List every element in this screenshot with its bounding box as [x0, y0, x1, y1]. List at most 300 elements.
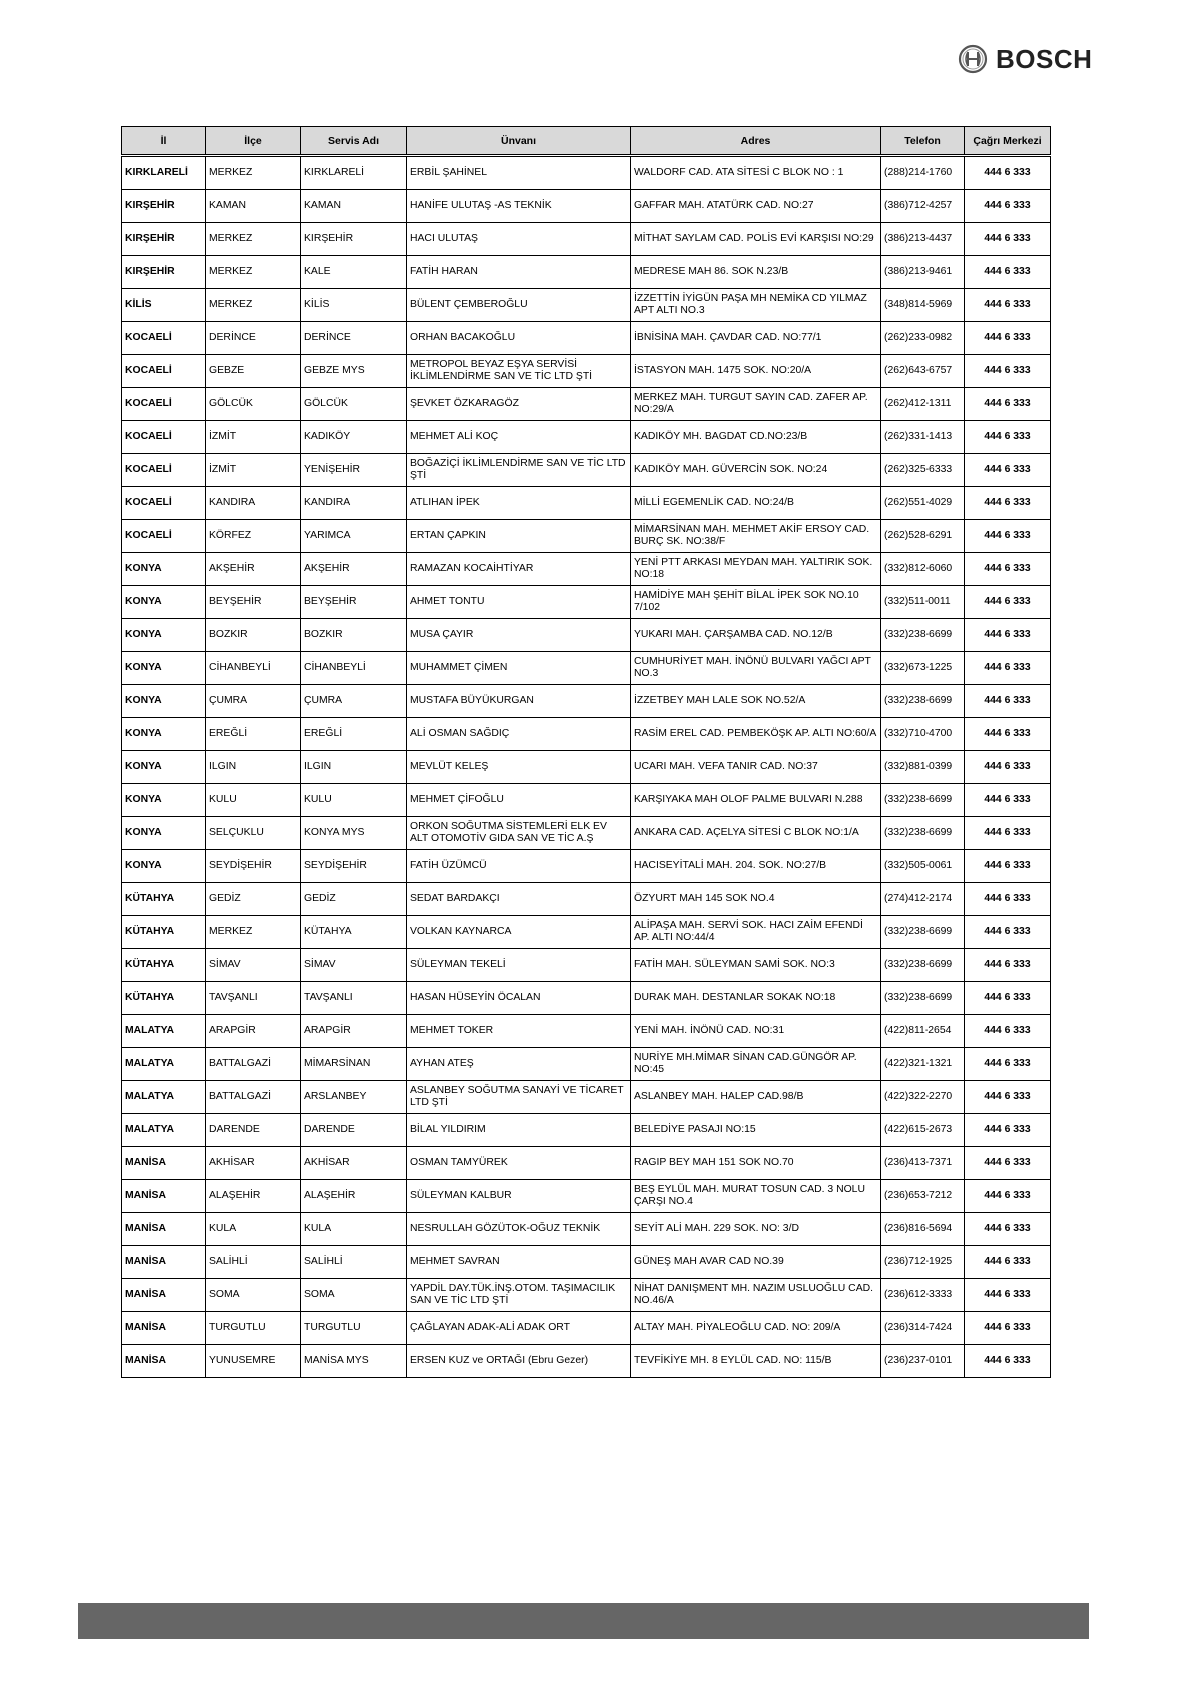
cell-telefon: (332)238-6699: [881, 784, 965, 817]
cell-telefon: (422)615-2673: [881, 1114, 965, 1147]
cell-cagri-merkezi: 444 6 333: [965, 1147, 1051, 1180]
cell-adres: KARŞIYAKA MAH OLOF PALME BULVARI N.288: [631, 784, 881, 817]
cell-unvan: ASLANBEY SOĞUTMA SANAYİ VE TİCARET LTD ŞTİ: [407, 1081, 631, 1114]
cell-unvan: ATLIHAN İPEK: [407, 487, 631, 520]
cell-unvan: SÜLEYMAN KALBUR: [407, 1180, 631, 1213]
table-row: [122, 421, 1051, 454]
cell-adres: ANKARA CAD. AÇELYA SİTESİ C BLOK NO:1/A: [631, 817, 881, 850]
cell-cagri-merkezi: 444 6 333: [965, 1213, 1051, 1246]
cell-unvan: HANİFE ULUTAŞ -AS TEKNİK: [407, 190, 631, 223]
cell-ilce: BATTALGAZİ: [206, 1048, 301, 1081]
cell-telefon: (386)213-9461: [881, 256, 965, 289]
table-row: [122, 1345, 1051, 1378]
cell-cagri-merkezi: 444 6 333: [965, 1015, 1051, 1048]
cell-unvan: BOĞAZİÇİ İKLİMLENDİRME SAN VE TİC LTD ŞTİ: [407, 454, 631, 487]
cell-cagri-merkezi: 444 6 333: [965, 421, 1051, 454]
cell-unvan: YAPDİL DAY.TÜK.İNŞ.OTOM. TAŞIMACILIK SAN VE TİC LTD ŞTİ: [407, 1279, 631, 1312]
cell-telefon: (348)814-5969: [881, 289, 965, 322]
cell-adres: RASİM EREL CAD. PEMBEKÖŞK AP. ALTI NO:60/A: [631, 718, 881, 751]
cell-servis: KIRKLARELİ: [301, 156, 407, 190]
cell-adres: CUMHURİYET MAH. İNÖNÜ BULVARI YAĞCI APT NO.3: [631, 652, 881, 685]
cell-ilce: YUNUSEMRE: [206, 1345, 301, 1378]
cell-adres: SEYİT ALİ MAH. 229 SOK. NO: 3/D: [631, 1213, 881, 1246]
cell-il: MANİSA: [122, 1147, 206, 1180]
cell-servis: MİMARSİNAN: [301, 1048, 407, 1081]
cell-adres: ALTAY MAH. PİYALEOĞLU CAD. NO: 209/A: [631, 1312, 881, 1345]
cell-adres: ALİPAŞA MAH. SERVİ SOK. HACI ZAİM EFENDİ AP. ALTI NO:44/4: [631, 916, 881, 949]
cell-adres: KADIKÖY MH. BAGDAT CD.NO:23/B: [631, 421, 881, 454]
cell-il: KOCAELİ: [122, 322, 206, 355]
cell-telefon: (332)511-0011: [881, 586, 965, 619]
cell-il: KIRŞEHİR: [122, 190, 206, 223]
cell-servis: ILGIN: [301, 751, 407, 784]
cell-servis: KADIKÖY: [301, 421, 407, 454]
table-row: [122, 916, 1051, 949]
cell-servis: ALAŞEHİR: [301, 1180, 407, 1213]
table-row: [122, 256, 1051, 289]
cell-servis: GEBZE MYS: [301, 355, 407, 388]
table-header: [122, 127, 1051, 156]
cell-il: KOCAELİ: [122, 421, 206, 454]
cell-adres: RAGIP BEY MAH 151 SOK NO.70: [631, 1147, 881, 1180]
cell-ilce: KANDIRA: [206, 487, 301, 520]
table-row: [122, 817, 1051, 850]
cell-ilce: KULA: [206, 1213, 301, 1246]
table-row: [122, 553, 1051, 586]
cell-cagri-merkezi: 444 6 333: [965, 289, 1051, 322]
cell-unvan: MEHMET SAVRAN: [407, 1246, 631, 1279]
cell-cagri-merkezi: 444 6 333: [965, 883, 1051, 916]
cell-il: KONYA: [122, 784, 206, 817]
cell-unvan: ERSEN KUZ ve ORTAĞI (Ebru Gezer): [407, 1345, 631, 1378]
cell-telefon: (332)505-0061: [881, 850, 965, 883]
cell-adres: FATİH MAH. SÜLEYMAN SAMİ SOK. NO:3: [631, 949, 881, 982]
cell-ilce: GEBZE: [206, 355, 301, 388]
cell-cagri-merkezi: 444 6 333: [965, 949, 1051, 982]
cell-adres: İZZETTİN İYİGÜN PAŞA MH NEMİKA CD YILMAZ APT ALTI NO.3: [631, 289, 881, 322]
cell-servis: CİHANBEYLİ: [301, 652, 407, 685]
cell-il: KOCAELİ: [122, 454, 206, 487]
table-row: [122, 883, 1051, 916]
cell-telefon: (236)653-7212: [881, 1180, 965, 1213]
cell-cagri-merkezi: 444 6 333: [965, 652, 1051, 685]
cell-cagri-merkezi: 444 6 333: [965, 685, 1051, 718]
cell-il: MANİSA: [122, 1246, 206, 1279]
table-row: [122, 949, 1051, 982]
table-row: [122, 487, 1051, 520]
bosch-logo: [958, 42, 1092, 76]
cell-servis: AKHİSAR: [301, 1147, 407, 1180]
cell-unvan: RAMAZAN KOCAİHTİYAR: [407, 553, 631, 586]
table-row: [122, 1114, 1051, 1147]
col-header-unvan: Ünvanı: [407, 127, 631, 156]
cell-telefon: (288)214-1760: [881, 156, 965, 190]
service-table: [121, 126, 1051, 1378]
cell-adres: YUKARI MAH. ÇARŞAMBA CAD. NO.12/B: [631, 619, 881, 652]
cell-telefon: (332)673-1225: [881, 652, 965, 685]
cell-unvan: OSMAN TAMYÜREK: [407, 1147, 631, 1180]
table-row: [122, 685, 1051, 718]
cell-cagri-merkezi: 444 6 333: [965, 1081, 1051, 1114]
cell-servis: GÖLCÜK: [301, 388, 407, 421]
cell-unvan: BÜLENT ÇEMBEROĞLU: [407, 289, 631, 322]
cell-unvan: AYHAN ATEŞ: [407, 1048, 631, 1081]
cell-ilce: AKHİSAR: [206, 1147, 301, 1180]
table-row: [122, 784, 1051, 817]
cell-adres: BEŞ EYLÜL MAH. MURAT TOSUN CAD. 3 NOLU ÇARŞI NO.4: [631, 1180, 881, 1213]
cell-adres: GÜNEŞ MAH AVAR CAD NO.39: [631, 1246, 881, 1279]
cell-telefon: (262)643-6757: [881, 355, 965, 388]
cell-cagri-merkezi: 444 6 333: [965, 751, 1051, 784]
cell-unvan: VOLKAN KAYNARCA: [407, 916, 631, 949]
cell-il: MANİSA: [122, 1312, 206, 1345]
cell-ilce: CİHANBEYLİ: [206, 652, 301, 685]
cell-cagri-merkezi: 444 6 333: [965, 156, 1051, 190]
cell-telefon: (236)612-3333: [881, 1279, 965, 1312]
cell-il: KIRŞEHİR: [122, 223, 206, 256]
cell-cagri-merkezi: 444 6 333: [965, 718, 1051, 751]
cell-ilce: EREĞLİ: [206, 718, 301, 751]
cell-cagri-merkezi: 444 6 333: [965, 256, 1051, 289]
cell-ilce: KULU: [206, 784, 301, 817]
cell-ilce: MERKEZ: [206, 289, 301, 322]
table-row: [122, 322, 1051, 355]
table-row: [122, 1015, 1051, 1048]
cell-cagri-merkezi: 444 6 333: [965, 916, 1051, 949]
cell-servis: SEYDİŞEHİR: [301, 850, 407, 883]
cell-ilce: GÖLCÜK: [206, 388, 301, 421]
cell-ilce: SALİHLİ: [206, 1246, 301, 1279]
cell-cagri-merkezi: 444 6 333: [965, 388, 1051, 421]
cell-adres: UCARI MAH. VEFA TANIR CAD. NO:37: [631, 751, 881, 784]
cell-unvan: MUSA ÇAYIR: [407, 619, 631, 652]
cell-servis: SOMA: [301, 1279, 407, 1312]
cell-unvan: FATİH ÜZÜMCÜ: [407, 850, 631, 883]
cell-telefon: (236)314-7424: [881, 1312, 965, 1345]
cell-unvan: AHMET TONTU: [407, 586, 631, 619]
cell-servis: TURGUTLU: [301, 1312, 407, 1345]
cell-adres: İSTASYON MAH. 1475 SOK. NO:20/A: [631, 355, 881, 388]
cell-servis: KIRŞEHİR: [301, 223, 407, 256]
cell-servis: KÜTAHYA: [301, 916, 407, 949]
cell-adres: İZZETBEY MAH LALE SOK NO.52/A: [631, 685, 881, 718]
table-row: [122, 1180, 1051, 1213]
table-row: [122, 190, 1051, 223]
cell-adres: NURİYE MH.MİMAR SİNAN CAD.GÜNGÖR AP. NO:45: [631, 1048, 881, 1081]
cell-unvan: SEDAT BARDAKÇI: [407, 883, 631, 916]
cell-telefon: (262)412-1311: [881, 388, 965, 421]
cell-servis: SALİHLİ: [301, 1246, 407, 1279]
cell-adres: TEVFİKİYE MH. 8 EYLÜL CAD. NO: 115/B: [631, 1345, 881, 1378]
cell-ilce: GEDİZ: [206, 883, 301, 916]
cell-il: KONYA: [122, 850, 206, 883]
cell-adres: WALDORF CAD. ATA SİTESİ C BLOK NO : 1: [631, 156, 881, 190]
col-header-adres: Adres: [631, 127, 881, 156]
cell-telefon: (386)213-4437: [881, 223, 965, 256]
cell-telefon: (236)712-1925: [881, 1246, 965, 1279]
cell-unvan: ŞEVKET ÖZKARAGÖZ: [407, 388, 631, 421]
cell-ilce: MERKEZ: [206, 916, 301, 949]
cell-il: KÜTAHYA: [122, 916, 206, 949]
cell-servis: BOZKIR: [301, 619, 407, 652]
cell-il: KOCAELİ: [122, 520, 206, 553]
cell-unvan: ERTAN ÇAPKIN: [407, 520, 631, 553]
cell-telefon: (262)233-0982: [881, 322, 965, 355]
cell-adres: BELEDİYE PASAJI NO:15: [631, 1114, 881, 1147]
table-row: [122, 850, 1051, 883]
cell-il: MANİSA: [122, 1279, 206, 1312]
cell-il: KONYA: [122, 586, 206, 619]
cell-adres: NİHAT DANIŞMENT MH. NAZIM USLUOĞLU CAD. NO.46/A: [631, 1279, 881, 1312]
cell-adres: KADIKÖY MAH. GÜVERCİN SOK. NO:24: [631, 454, 881, 487]
cell-adres: HAMİDİYE MAH ŞEHİT BİLAL İPEK SOK NO.10 7/102: [631, 586, 881, 619]
cell-servis: ÇUMRA: [301, 685, 407, 718]
cell-adres: HACISEYİTALİ MAH. 204. SOK. NO:27/B: [631, 850, 881, 883]
cell-il: KIRŞEHİR: [122, 256, 206, 289]
table-body: [122, 156, 1051, 1378]
cell-cagri-merkezi: 444 6 333: [965, 322, 1051, 355]
cell-telefon: (332)238-6699: [881, 685, 965, 718]
cell-cagri-merkezi: 444 6 333: [965, 487, 1051, 520]
table-row: [122, 586, 1051, 619]
table-row: [122, 718, 1051, 751]
cell-unvan: MUSTAFA BÜYÜKURGAN: [407, 685, 631, 718]
cell-il: MALATYA: [122, 1048, 206, 1081]
table-row: [122, 1213, 1051, 1246]
cell-il: MALATYA: [122, 1114, 206, 1147]
cell-ilce: MERKEZ: [206, 156, 301, 190]
cell-adres: MERKEZ MAH. TURGUT SAYIN CAD. ZAFER AP. NO:29/A: [631, 388, 881, 421]
cell-servis: KULA: [301, 1213, 407, 1246]
table-row: [122, 355, 1051, 388]
cell-ilce: ILGIN: [206, 751, 301, 784]
cell-ilce: SOMA: [206, 1279, 301, 1312]
cell-ilce: TAVŞANLI: [206, 982, 301, 1015]
cell-unvan: ÇAĞLAYAN ADAK-ALİ ADAK ORT: [407, 1312, 631, 1345]
cell-cagri-merkezi: 444 6 333: [965, 1345, 1051, 1378]
cell-unvan: MEHMET ÇİFOĞLU: [407, 784, 631, 817]
cell-il: KONYA: [122, 751, 206, 784]
cell-cagri-merkezi: 444 6 333: [965, 586, 1051, 619]
cell-cagri-merkezi: 444 6 333: [965, 1180, 1051, 1213]
cell-il: MANİSA: [122, 1213, 206, 1246]
cell-adres: İBNİSİNA MAH. ÇAVDAR CAD. NO:77/1: [631, 322, 881, 355]
cell-il: KONYA: [122, 652, 206, 685]
cell-ilce: KAMAN: [206, 190, 301, 223]
cell-il: KÜTAHYA: [122, 949, 206, 982]
cell-ilce: SEYDİŞEHİR: [206, 850, 301, 883]
cell-unvan: ALİ OSMAN SAĞDIÇ: [407, 718, 631, 751]
cell-il: KIRKLARELİ: [122, 156, 206, 190]
cell-servis: SİMAV: [301, 949, 407, 982]
cell-unvan: NESRULLAH GÖZÜTOK-OĞUZ TEKNİK: [407, 1213, 631, 1246]
cell-ilce: TURGUTLU: [206, 1312, 301, 1345]
cell-unvan: SÜLEYMAN TEKELİ: [407, 949, 631, 982]
table-row: [122, 1147, 1051, 1180]
cell-cagri-merkezi: 444 6 333: [965, 223, 1051, 256]
cell-adres: DURAK MAH. DESTANLAR SOKAK NO:18: [631, 982, 881, 1015]
cell-unvan: BİLAL YILDIRIM: [407, 1114, 631, 1147]
col-header-telefon: Telefon: [881, 127, 965, 156]
cell-servis: KONYA MYS: [301, 817, 407, 850]
cell-telefon: (332)710-4700: [881, 718, 965, 751]
cell-il: KONYA: [122, 817, 206, 850]
cell-adres: YENİ MAH. İNÖNÜ CAD. NO:31: [631, 1015, 881, 1048]
cell-telefon: (332)812-6060: [881, 553, 965, 586]
col-header-cagri-merkezi: Çağrı Merkezi: [965, 127, 1051, 156]
cell-adres: YENİ PTT ARKASI MEYDAN MAH. YALTIRIK SOK. NO:18: [631, 553, 881, 586]
table-row: [122, 1279, 1051, 1312]
cell-unvan: MUHAMMET ÇİMEN: [407, 652, 631, 685]
cell-ilce: BOZKIR: [206, 619, 301, 652]
table-row: [122, 1312, 1051, 1345]
col-header-il: İl: [122, 127, 206, 156]
cell-adres: MİTHAT SAYLAM CAD. POLİS EVİ KARŞISI NO:29: [631, 223, 881, 256]
cell-unvan: MEVLÜT KELEŞ: [407, 751, 631, 784]
table-row: [122, 982, 1051, 1015]
cell-servis: KİLİS: [301, 289, 407, 322]
cell-telefon: (332)881-0399: [881, 751, 965, 784]
cell-il: KOCAELİ: [122, 355, 206, 388]
cell-il: MANİSA: [122, 1345, 206, 1378]
table-row: [122, 1246, 1051, 1279]
cell-ilce: MERKEZ: [206, 223, 301, 256]
cell-servis: ARSLANBEY: [301, 1081, 407, 1114]
cell-ilce: DARENDE: [206, 1114, 301, 1147]
cell-telefon: (332)238-6699: [881, 619, 965, 652]
cell-telefon: (332)238-6699: [881, 916, 965, 949]
table-row: [122, 223, 1051, 256]
cell-servis: YARIMCA: [301, 520, 407, 553]
cell-telefon: (262)325-6333: [881, 454, 965, 487]
cell-telefon: (422)322-2270: [881, 1081, 965, 1114]
cell-unvan: ORKON SOĞUTMA SİSTEMLERİ ELK EV ALT OTOMOTİV GIDA SAN VE TİC A.Ş: [407, 817, 631, 850]
table-row: [122, 289, 1051, 322]
cell-il: MANİSA: [122, 1180, 206, 1213]
cell-ilce: ALAŞEHİR: [206, 1180, 301, 1213]
cell-telefon: (422)321-1321: [881, 1048, 965, 1081]
cell-il: KOCAELİ: [122, 388, 206, 421]
table-row: [122, 520, 1051, 553]
cell-telefon: (236)816-5694: [881, 1213, 965, 1246]
cell-ilce: ÇUMRA: [206, 685, 301, 718]
cell-cagri-merkezi: 444 6 333: [965, 553, 1051, 586]
cell-cagri-merkezi: 444 6 333: [965, 1246, 1051, 1279]
cell-servis: AKŞEHİR: [301, 553, 407, 586]
cell-servis: BEYŞEHİR: [301, 586, 407, 619]
table-row: [122, 156, 1051, 190]
cell-cagri-merkezi: 444 6 333: [965, 454, 1051, 487]
cell-unvan: MEHMET TOKER: [407, 1015, 631, 1048]
cell-servis: KALE: [301, 256, 407, 289]
cell-servis: KULU: [301, 784, 407, 817]
cell-servis: MANİSA MYS: [301, 1345, 407, 1378]
cell-servis: GEDİZ: [301, 883, 407, 916]
cell-cagri-merkezi: 444 6 333: [965, 1048, 1051, 1081]
cell-telefon: (332)238-6699: [881, 982, 965, 1015]
cell-adres: MEDRESE MAH 86. SOK N.23/B: [631, 256, 881, 289]
cell-cagri-merkezi: 444 6 333: [965, 1279, 1051, 1312]
cell-telefon: (332)238-6699: [881, 817, 965, 850]
table-row: [122, 751, 1051, 784]
cell-telefon: (386)712-4257: [881, 190, 965, 223]
cell-servis: YENİŞEHİR: [301, 454, 407, 487]
cell-adres: MİLLİ EGEMENLİK CAD. NO:24/B: [631, 487, 881, 520]
cell-telefon: (274)412-2174: [881, 883, 965, 916]
cell-il: KONYA: [122, 685, 206, 718]
cell-il: MALATYA: [122, 1081, 206, 1114]
cell-unvan: MEHMET ALİ KOÇ: [407, 421, 631, 454]
cell-ilce: BATTALGAZİ: [206, 1081, 301, 1114]
cell-unvan: HASAN HÜSEYİN ÖCALAN: [407, 982, 631, 1015]
table-row: [122, 388, 1051, 421]
cell-servis: TAVŞANLI: [301, 982, 407, 1015]
cell-unvan: ERBİL ŞAHİNEL: [407, 156, 631, 190]
cell-il: KİLİS: [122, 289, 206, 322]
cell-servis: EREĞLİ: [301, 718, 407, 751]
cell-il: KONYA: [122, 553, 206, 586]
cell-il: KÜTAHYA: [122, 982, 206, 1015]
footer-bar: [78, 1603, 1089, 1639]
col-header-servis: Servis Adı: [301, 127, 407, 156]
cell-cagri-merkezi: 444 6 333: [965, 784, 1051, 817]
cell-ilce: KÖRFEZ: [206, 520, 301, 553]
table-row: [122, 1081, 1051, 1114]
cell-cagri-merkezi: 444 6 333: [965, 982, 1051, 1015]
cell-il: KONYA: [122, 718, 206, 751]
cell-il: KOCAELİ: [122, 487, 206, 520]
table-row: [122, 619, 1051, 652]
cell-telefon: (236)237-0101: [881, 1345, 965, 1378]
cell-adres: GAFFAR MAH. ATATÜRK CAD. NO:27: [631, 190, 881, 223]
cell-servis: DERİNCE: [301, 322, 407, 355]
cell-adres: ASLANBEY MAH. HALEP CAD.98/B: [631, 1081, 881, 1114]
cell-cagri-merkezi: 444 6 333: [965, 817, 1051, 850]
cell-ilce: ARAPGİR: [206, 1015, 301, 1048]
cell-servis: KAMAN: [301, 190, 407, 223]
cell-servis: ARAPGİR: [301, 1015, 407, 1048]
brand-name: BOSCH: [996, 43, 1093, 74]
cell-cagri-merkezi: 444 6 333: [965, 1114, 1051, 1147]
cell-servis: DARENDE: [301, 1114, 407, 1147]
cell-cagri-merkezi: 444 6 333: [965, 355, 1051, 388]
table-row: [122, 1048, 1051, 1081]
cell-ilce: AKŞEHİR: [206, 553, 301, 586]
table-row: [122, 652, 1051, 685]
cell-ilce: MERKEZ: [206, 256, 301, 289]
cell-telefon: (262)551-4029: [881, 487, 965, 520]
cell-ilce: BEYŞEHİR: [206, 586, 301, 619]
cell-unvan: METROPOL BEYAZ EŞYA SERVİSİ İKLİMLENDİRME SAN VE TİC LTD ŞTİ: [407, 355, 631, 388]
cell-cagri-merkezi: 444 6 333: [965, 1312, 1051, 1345]
col-header-ilce: İlçe: [206, 127, 301, 156]
cell-ilce: İZMİT: [206, 454, 301, 487]
cell-il: KÜTAHYA: [122, 883, 206, 916]
cell-ilce: SİMAV: [206, 949, 301, 982]
cell-servis: KANDIRA: [301, 487, 407, 520]
cell-telefon: (262)528-6291: [881, 520, 965, 553]
cell-cagri-merkezi: 444 6 333: [965, 850, 1051, 883]
cell-ilce: SELÇUKLU: [206, 817, 301, 850]
cell-unvan: HACI ULUTAŞ: [407, 223, 631, 256]
cell-cagri-merkezi: 444 6 333: [965, 619, 1051, 652]
cell-unvan: ORHAN BACAKOĞLU: [407, 322, 631, 355]
cell-unvan: FATİH HARAN: [407, 256, 631, 289]
cell-il: KONYA: [122, 619, 206, 652]
cell-cagri-merkezi: 444 6 333: [965, 190, 1051, 223]
cell-cagri-merkezi: 444 6 333: [965, 520, 1051, 553]
cell-ilce: DERİNCE: [206, 322, 301, 355]
